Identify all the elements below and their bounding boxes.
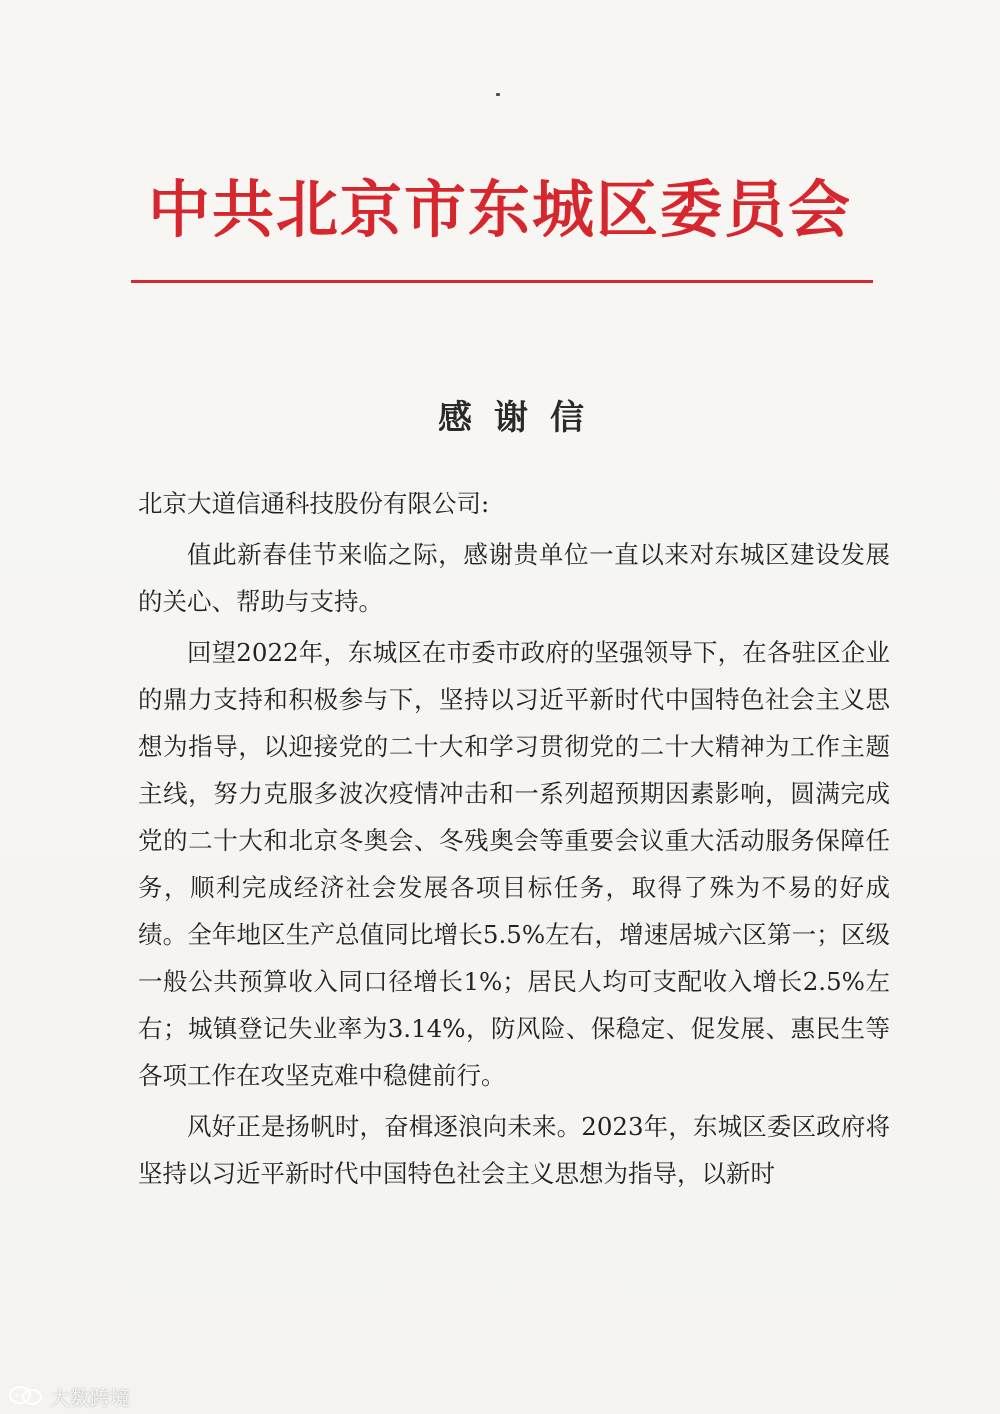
- letterhead-red-rule: [131, 280, 873, 283]
- paragraph-2: 回望2022年，东城区在市委市政府的坚强领导下，在各驻区企业的鼎力支持和积极参与下，坚持以习近平新时代中国特色社会主义思想为指导，以迎接党的二十大和学习贯彻党的二十大精神为工作主题主线，努力克服多波次疫情冲击和一系列超预期因素影响，圆满完成党的二十大和北京冬奥会、冬残奥会等重要会议重大活动服务保障任务，顺利完成经济社会发展各项目标任务，取得了殊为不易的好成绩。全年地区生产总值同比增长5.5%左右，增速居城六区第一；区级一般公共预算收入同口径增长1%；居民人均可支配收入增长2.5%左右；城镇登记失业率为3.14%，防风险、保稳定、促发展、惠民生等各项工作在攻坚克难中稳健前行。: [138, 638, 890, 1090]
- salutation: 北京大道信通科技股份有限公司:: [138, 489, 490, 518]
- letterhead-org-name: 中共北京市东城区委员会: [147, 173, 852, 246]
- paragraph-1: 值此新春佳节来临之际，感谢贵单位一直以来对东城区建设发展的关心、帮助与支持。: [138, 540, 890, 616]
- watermark: [8, 1382, 130, 1410]
- watermark-text: 大数跨境: [50, 1385, 130, 1410]
- paragraph-3: 风好正是扬帆时，奋楫逐浪向未来。2023年，东城区委区政府将坚持以习近平新时代中国特色社会主义思想为指导，以新时: [138, 1112, 890, 1188]
- scan-speck: [496, 93, 500, 96]
- document-title: 感谢信: [438, 398, 606, 438]
- letter-body: [138, 480, 890, 1201]
- chat-bubble-icon: [8, 1385, 46, 1407]
